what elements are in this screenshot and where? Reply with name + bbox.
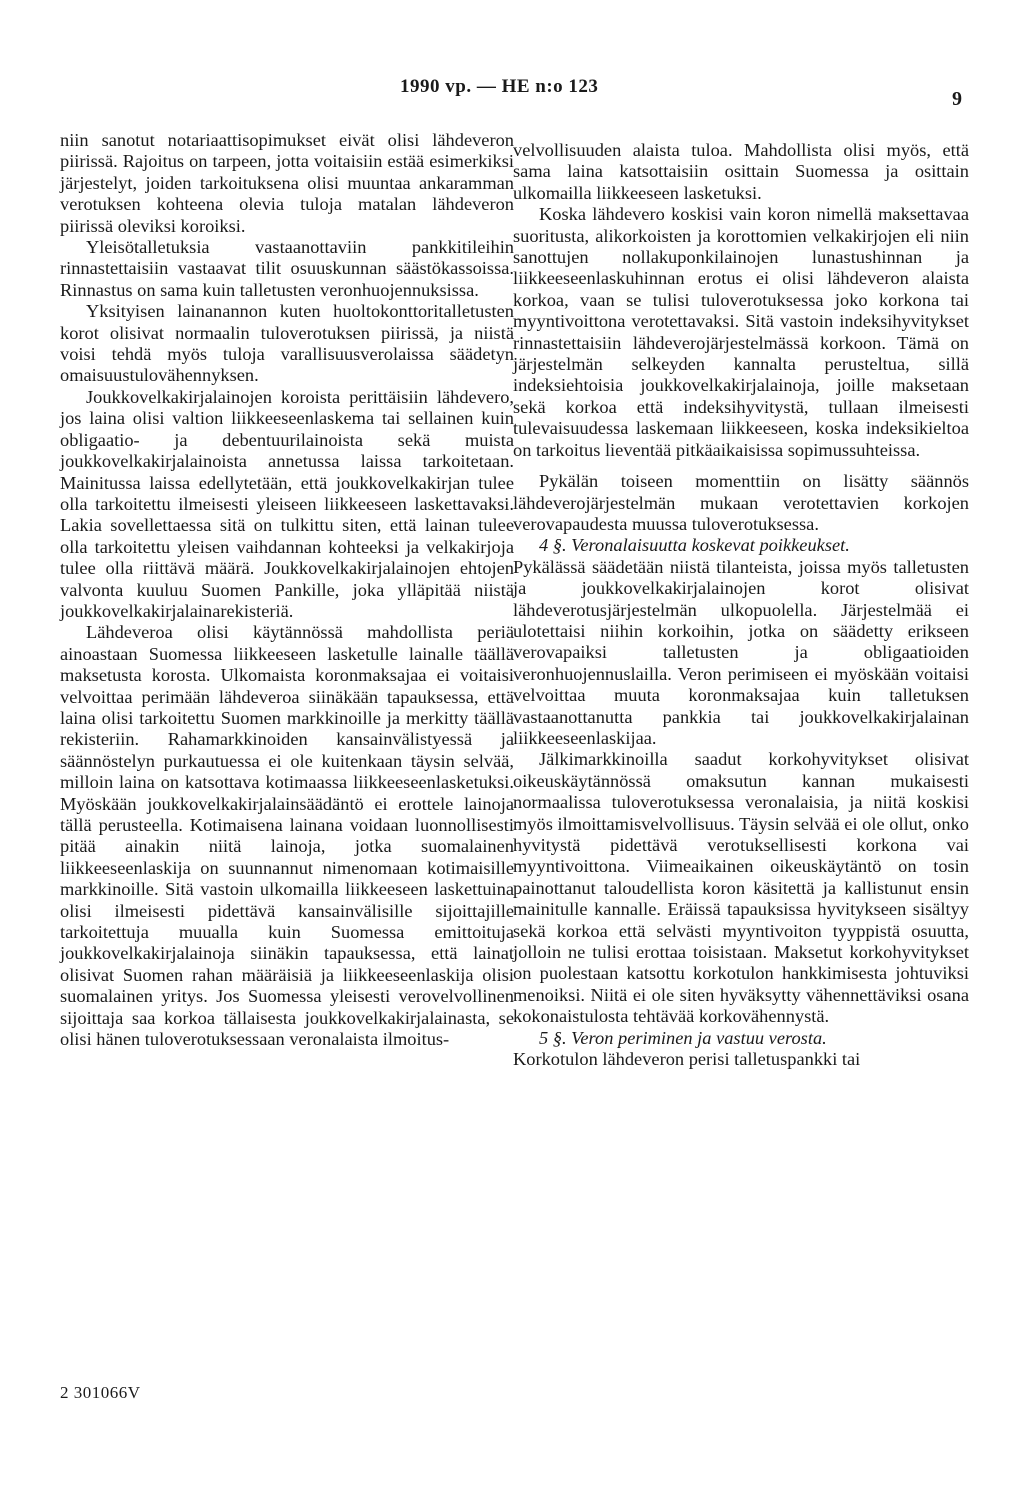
- paragraph: Yleisötalletuksia vastaanottaviin pankkitileihin rinnastettaisiin vastaavat tilit osuuskunnan säästökassoissa. Rinnastus on sama kuin talletusten veronhuojennuksissa.: [60, 237, 514, 300]
- paragraph: niin sanotut notariaattisopimukset eivät olisi lähdeveron piirissä. Rajoitus on tarpeen, jotta voitaisiin estää esimerkiksi järjestelyt, joiden tarkoituksena olisi muuntaa ankaramman verotuksen kohteena olevia tuloja matalan lähdeveron piirissä oleviksi koroiksi.: [60, 130, 514, 236]
- section-4-body: Pykälässä säädetään niistä tilanteista, joissa myös talletusten ja joukkovelkakirjalainojen korot olisivat lähdeverotusjärjestelmän ulkopuolella. Järjestelmää ei ulotettaisi niihin korkoihin, jotka on säädetty erikseen verovapaiksi talletusten ja obligaatioiden veronhuojennuslailla. Veron perimiseen ei myöskään voitaisi velvoittaa muuta koronmaksajaa kuin talletuksen vastaanottanutta pankkia tai joukkovelkakirjalainan liikkeeseenlaskijaa.: [513, 556, 969, 748]
- section-4-title: 4 §. Veronalaisuutta koskevat poikkeukset.: [539, 535, 850, 556]
- section-5-title: 5 §. Veron periminen ja vastuu verosta.: [539, 1027, 827, 1048]
- paragraph: Joukkovelkakirjalainojen koroista perittäisiin lähdevero, jos laina olisi valtion liikkeeseenlaskema tai sellainen kuin obligaatio- ja debentuurilainoista sekä muista joukkovelkakirjalainoista annetussa laissa tarkoitetaan. Mainitussa laissa edellytetään, että joukkovelkakirjan tulee olla tarkoitettu ilmeisesti yleiseen liikkeeseen laskettavaksi. Lakia sovellettaessa sitä on tulkittu siten, että lainan tulee olla tarkoitettu yleisen vaihdannan kohteeksi ja velkakirjoja tulee olla riittävä määrä. Joukkovelkakirjalainojen ehtojen valvonta kuuluu Suomen Pankille, joka ylläpitää niistä joukkovelkakirjalainarekisteriä.: [60, 386, 514, 621]
- paragraph: Yksityisen lainanannon kuten huoltokonttoritalletusten korot olisivat normaalin tuloverotuksen piirissä, ja niistä voisi tehdä myös tuloja varallisuusverolaissa säädetyn omaisuustulovähennyksen.: [60, 301, 514, 386]
- paragraph: Lähdeveroa olisi käytännössä mahdollista periä ainoastaan Suomessa liikkeeseen lasketulle lainalle täällä maksetusta korosta. Ulkomaista koronmaksajaa ei voitaisi velvoittaa perimään lähdeveroa siinäkään tapauksessa, että laina olisi tarkoitettu Suomen markkinoille ja merkitty täällä rekisteriin. Rahamarkkinoiden kansainvälistyessä ja säännöstelyn purkautuessa ei ole kuitenkaan täysin selvää, milloin laina on katsottava kotimaassa liikkeeseenlasketuksi. Myöskään joukkovelkakirjalainsäädäntö ei erottele lainoja tällä perusteella. Kotimaisena lainana voidaan luonnollisesti pitää ainakin niitä lainoja, jotka suomalainen liikkeeseenlaskija on suunnannut nimenomaan kotimaisille markkinoille. Sitä vastoin ulkomailla liikkeeseen laskettuina olisi ilmeisesti pidettävä kansainvälisille sijoittajille tarkoitettuja muualla kuin Suomessa emittoituja joukkovelkakirjalainoja siinäkin tapauksessa, että lainat olisivat Suomen rahan määräisiä ja liikkeeseenlaskija olisi suomalainen yritys. Jos Suomessa yleisesti verovelvollinen sijoittaja saa korkoa tällaisesta joukkovelkakirjalainasta, se olisi hänen tuloverotuksessaan veronalaista ilmoitus-: [60, 622, 514, 1050]
- left-column: [60, 130, 514, 1050]
- paragraph: Pykälän toiseen momenttiin on lisätty säännös lähdeverojärjestelmän mukaan verotettavien korkojen verovapaudesta muussa tuloverotuksessa.: [513, 471, 969, 534]
- right-column: [513, 140, 969, 1070]
- paragraph: velvollisuuden alaista tuloa. Mahdollista olisi myös, että sama laina katsottaisiin osittain Suomessa ja osittain ulkomailla liikkeeseen lasketuksi.: [513, 140, 969, 203]
- footer-code: 2 301066V: [60, 1383, 141, 1402]
- section-5-body: Korkotulon lähdeveron perisi talletuspankki tai: [513, 1049, 861, 1070]
- page-header: [0, 76, 1024, 110]
- paragraph: Koska lähdevero koskisi vain koron nimellä maksettavaa suoritusta, alikorkoisten ja korottomien velkakirjojen eli niin sanottujen nollakuponkilainojen lunastushinnan ja liikkeeseenlaskuhinnan erotus ei olisi lähdeveron alaista korkoa, vaan se tulisi tuloverotuksessa joko korkona tai myyntivoittona verotettavaksi. Sitä vastoin indeksihyvitykset rinnastettaisiin lähdeverojärjestelmässä korkoon. Tämä on järjestelmän selkeyden kannalta perusteltua, sillä indeksiehtoisia joukkovelkakirjalainoja, joille maksetaan sekä korkoa että indeksihyvitystä, tullaan ilmeisesti tulevaisuudessa laskemaan liikkeeseen, koska indeksikieltoa on tarkoitus lieventää pitkäaikaisissa sopimussuhteissa.: [513, 204, 969, 460]
- document-title: 1990 vp. — HE n:o 123: [400, 76, 599, 97]
- paragraph: Jälkimarkkinoilla saadut korkohyvitykset olisivat oikeuskäytännössä omaksutun kannan mukaisesti normaalissa tuloverotuksessa veronalaisia, ja niitä koskisi myös ilmoittamisvelvollisuus. Täysin selvää ei ole ollut, onko hyvitystä pidettävä verotuksellisesti korkona vai myyntivoittona. Viimeaikainen oikeuskäytäntö on tosin painottanut taloudellista koron käsitettä ja kallistunut ensin mainitulle kannalle. Eräissä tapauksissa hyvitykseen sisältyy sekä korkoa että selvästi myyntivoiton tyyppistä osuutta, jolloin ne tulisi erottaa toisistaan. Maksetut korkohyvitykset on puolestaan katsottu korkotulon hankkimisesta johtuviksi menoiksi. Niitä ei ole siten hyväksytty vähennettäviksi osana kokonaistulosta tehtävää korkovähennystä.: [513, 749, 969, 1027]
- page-number: 9: [952, 88, 962, 110]
